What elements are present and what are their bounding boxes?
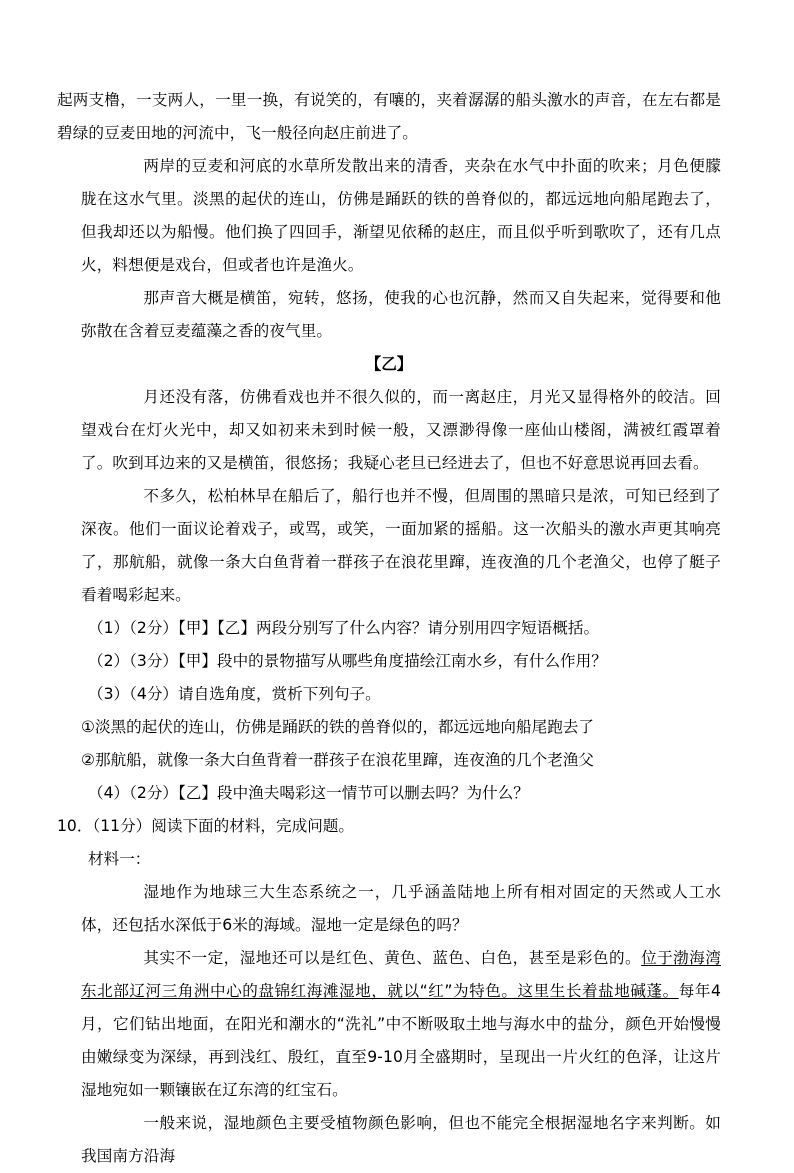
material-one-paragraph-3: 一般来说，湿地颜色主要受植物颜色影响，但也不能完全根据湿地名字来判断。如我国南方沿海 bbox=[81, 1114, 721, 1165]
document-content bbox=[57, 84, 721, 1173]
passage-jia-paragraph-2: 两岸的豆麦和河底的水草所发散出来的清香，夹杂在水气中扑面的吹来；月色便朦胧在这水气里。淡黑的起伏的连山，仿佛是踊跃的铁的兽脊似的，都远远地向船尾跑去了，但我却还以为船慢。他们换了四回手，渐望见依稀的赵庄，而且似乎听到歌吹了，还有几点火，料想便是戏台，但或者也许是渔火。 bbox=[81, 157, 721, 274]
question-4: （4）（2分）【乙】段中渔夫喝彩这一情节可以删去吗？为什么？ bbox=[88, 784, 529, 802]
material-one-paragraph-2-plain-after: 每年4月，它们钻出地面，在阳光和潮水的“洗礼”中不断吸取土地与海水中的盐分，颜色开始慢慢由嫩绿变为深绿，再到浅红、殷红，直至9-10月全盛期时，呈现出一片火红的色泽，让这片湿地宛如一颗镶嵌在辽东湾的红宝石。 bbox=[81, 982, 721, 1099]
question-3-item-2: ②那航船，就像一条大白鱼背着一群孩子在浪花里蹿，连夜渔的几个老渔父 bbox=[81, 751, 594, 769]
material-one-label: 材料一： bbox=[88, 850, 151, 868]
material-one-paragraph-1: 湿地作为地球三大生态系统之一，几乎涵盖陆地上所有相对固定的天然或人工水体，还包括水深低于6米的海域。湿地一定是绿色的吗？ bbox=[81, 883, 721, 934]
material-one-paragraph-2-underlined: 位于渤海湾东北部辽河三角洲中心的盘锦红海滩湿地，就以“红”为特色。这里生长着盐地碱蓬。 bbox=[81, 949, 721, 1000]
material-one-paragraph-2-plain-before: 其实不一定，湿地还可以是红色、黄色、蓝色、白色，甚至是彩色的。 bbox=[143, 949, 642, 967]
material-one-paragraph-2 bbox=[57, 942, 721, 1107]
passage-yi-heading: 【乙】 bbox=[365, 355, 413, 373]
question-3-item-1: ①淡黑的起伏的连山，仿佛是踊跃的铁的兽脊似的，都远远地向船尾跑去了 bbox=[81, 718, 594, 736]
passage-jia-paragraph-3: 那声音大概是横笛，宛转，悠扬，使我的心也沉静，然而又自失起来，觉得要和他弥散在含着豆麦蕴藻之香的夜气里。 bbox=[81, 289, 721, 340]
question-1: （1）（2分）【甲】【乙】两段分别写了什么内容？请分别用四字短语概括。 bbox=[88, 619, 600, 637]
passage-yi-paragraph-1: 月还没有落，仿佛看戏也并不很久似的，而一离赵庄，月光又显得格外的皎洁。回望戏台在灯火光中，却又如初来未到时候一般，又漂渺得像一座仙山楼阁，满被红霞罩着了。吹到耳边来的又是横笛，很悠扬；我疑心老旦已经进去了，但也不好意思说再回去看。 bbox=[81, 388, 721, 472]
passage-jia-paragraph-1: 起两支橹，一支两人，一里一换，有说笑的，有嚷的，夹着潺潺的船头激水的声音，在左右都是碧绿的豆麦田地的河流中，飞一般径向赵庄前进了。 bbox=[57, 91, 721, 142]
question-3: （3）（4分）请自选角度，赏析下列句子。 bbox=[88, 685, 381, 703]
question-10-stem: 10．（11分）阅读下面的材料，完成问题。 bbox=[57, 817, 354, 835]
question-2: （2）（3分）【甲】段中的景物描写从哪些角度描绘江南水乡，有什么作用？ bbox=[88, 652, 607, 670]
passage-yi-paragraph-2: 不多久，松柏林早在船后了，船行也并不慢，但周围的黑暗只是浓，可知已经到了深夜。他们一面议论着戏子，或骂，或笑，一面加紧的摇船。这一次船头的激水声更其响亮了，那航船，就像一条大白鱼背着一群孩子在浪花里蹿，连夜渔的几个老渔父，也停了艇子看着喝彩起来。 bbox=[81, 487, 721, 604]
